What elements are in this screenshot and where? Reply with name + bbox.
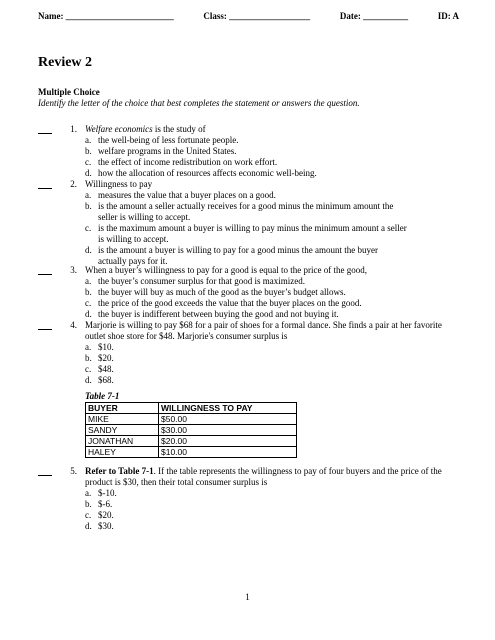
option-text: welfare programs in the United States.	[98, 146, 237, 156]
option-letter: a.	[85, 276, 92, 286]
option-letter: d.	[85, 168, 92, 178]
option-letter: c.	[85, 298, 92, 308]
option-letter: a.	[85, 190, 92, 200]
answer-blank[interactable]	[38, 475, 52, 476]
answer-blank[interactable]	[38, 274, 52, 275]
option-text: $68.	[98, 375, 114, 385]
option-b[interactable]	[85, 287, 458, 298]
option-d[interactable]	[85, 309, 458, 320]
option-letter: d.	[85, 375, 92, 385]
option-c[interactable]	[85, 223, 408, 245]
question-number: 4.	[70, 320, 77, 330]
answer-blank[interactable]	[38, 133, 52, 134]
option-text: $10.	[98, 342, 114, 352]
option-c[interactable]	[85, 298, 458, 309]
table-row	[86, 447, 297, 458]
table-row	[86, 436, 297, 447]
buyer-cell: HALEY	[86, 447, 159, 458]
option-a[interactable]	[85, 488, 458, 499]
stem-table-reference: Refer to Table 7-1	[85, 466, 154, 476]
option-text: the effect of income redistribution on work effort.	[98, 157, 278, 167]
id-field: ID: A	[437, 11, 459, 21]
option-text: $-10.	[98, 488, 117, 498]
question-number: 5.	[70, 466, 77, 476]
column-header-buyer: BUYER	[86, 403, 159, 414]
stem-emphasis: Welfare economics	[85, 124, 153, 134]
option-letter: b.	[85, 499, 92, 509]
column-header-willingness: WILLINGNESS TO PAY	[159, 403, 297, 414]
option-text: the buyer will buy as much of the good as the buyer’s budget allows.	[98, 287, 346, 297]
question-3	[38, 265, 458, 320]
option-a[interactable]	[85, 190, 458, 201]
option-text: $48.	[98, 364, 114, 374]
question-stem: Willingness to pay	[85, 179, 153, 189]
option-letter: c.	[85, 364, 92, 374]
option-letter: d.	[85, 245, 92, 255]
option-b[interactable]	[85, 499, 458, 510]
question-4	[38, 320, 458, 386]
instructions: Identify the letter of the choice that best completes the statement or answers the question.	[38, 98, 360, 108]
option-b[interactable]	[85, 146, 458, 157]
option-d[interactable]	[85, 245, 408, 267]
willingness-cell: $10.00	[159, 447, 297, 458]
stem-text: is the study of	[152, 124, 206, 134]
option-text: $20.	[98, 353, 114, 363]
option-letter: c.	[85, 223, 92, 233]
option-text: the buyer is indifferent between buying the good and not buying it.	[98, 309, 339, 319]
willingness-cell: $50.00	[159, 414, 297, 425]
option-a[interactable]	[85, 342, 458, 353]
question-number: 2.	[70, 179, 77, 189]
buyer-cell: JONATHAN	[86, 436, 159, 447]
option-text: $20.	[98, 510, 114, 520]
question-stem	[85, 466, 458, 488]
option-text: is the amount a buyer is willing to pay for a good minus the amount the buyer actually pays for it.	[98, 245, 378, 266]
question-stem	[85, 124, 458, 135]
page-title: Review 2	[38, 55, 93, 70]
option-text: measures the value that a buyer places on a good.	[98, 190, 276, 200]
option-text: $30.	[98, 521, 114, 531]
stem-text: . If the table represents the willingness to pay of four buyers and the price of the product is $30, then their total consumer surplus is	[85, 466, 442, 487]
section-heading: Multiple Choice	[38, 87, 100, 97]
header-fields	[38, 11, 459, 22]
question-stem: When a buyer’s willingness to pay for a good is equal to the price of the good,	[85, 265, 368, 275]
name-field: Name: ________________________	[38, 11, 174, 21]
option-d[interactable]	[85, 521, 458, 532]
date-field: Date: __________	[339, 11, 409, 21]
option-d[interactable]	[85, 375, 458, 386]
option-text: the well-being of less fortunate people.	[98, 135, 239, 145]
option-letter: b.	[85, 353, 92, 363]
page-number: 1	[245, 592, 250, 602]
willingness-table	[85, 402, 297, 458]
option-letter: c.	[85, 510, 92, 520]
option-text: is the amount a seller actually receives for a good minus the minimum amount the seller is willing to accept.	[98, 201, 394, 222]
question-2	[38, 179, 458, 267]
option-a[interactable]	[85, 135, 458, 146]
option-letter: a.	[85, 342, 92, 352]
class-field: Class: __________________	[203, 11, 311, 21]
table-header-row	[86, 403, 297, 414]
willingness-cell: $20.00	[159, 436, 297, 447]
table-7-1	[85, 391, 297, 458]
option-text: the price of the good exceeds the value that the buyer places on the good.	[98, 298, 362, 308]
option-c[interactable]	[85, 510, 458, 521]
table-row	[86, 425, 297, 436]
question-1	[38, 124, 458, 179]
answer-blank[interactable]	[38, 329, 52, 330]
option-text: $-6.	[98, 499, 113, 509]
option-letter: b.	[85, 201, 92, 211]
option-text: how the allocation of resources affects economic well-being.	[98, 168, 317, 178]
option-b[interactable]	[85, 353, 458, 364]
willingness-cell: $30.00	[159, 425, 297, 436]
answer-blank[interactable]	[38, 188, 52, 189]
buyer-cell: MIKE	[86, 414, 159, 425]
option-letter: b.	[85, 287, 92, 297]
option-letter: c.	[85, 157, 92, 167]
question-5	[38, 466, 458, 532]
option-letter: a.	[85, 488, 92, 498]
table-title: Table 7-1	[85, 391, 120, 401]
option-c[interactable]	[85, 157, 458, 168]
option-b[interactable]	[85, 201, 408, 223]
question-number: 3.	[70, 265, 77, 275]
buyer-cell: SANDY	[86, 425, 159, 436]
option-a[interactable]	[85, 276, 458, 287]
option-c[interactable]	[85, 364, 458, 375]
option-d[interactable]	[85, 168, 458, 179]
question-stem: Marjorie is willing to pay $68 for a pair of shoes for a formal dance. She finds a pair at her favorite outlet shoe store for $48. Marjorie's consumer surplus is	[85, 320, 442, 341]
option-letter: a.	[85, 135, 92, 145]
question-number: 1.	[70, 124, 77, 134]
option-letter: d.	[85, 521, 92, 531]
option-letter: b.	[85, 146, 92, 156]
option-text: the buyer’s consumer surplus for that good is maximized.	[98, 276, 306, 286]
option-letter: d.	[85, 309, 92, 319]
option-text: is the maximum amount a buyer is willing to pay minus the minimum amount a seller is willing to accept.	[98, 223, 407, 244]
table-row	[86, 414, 297, 425]
